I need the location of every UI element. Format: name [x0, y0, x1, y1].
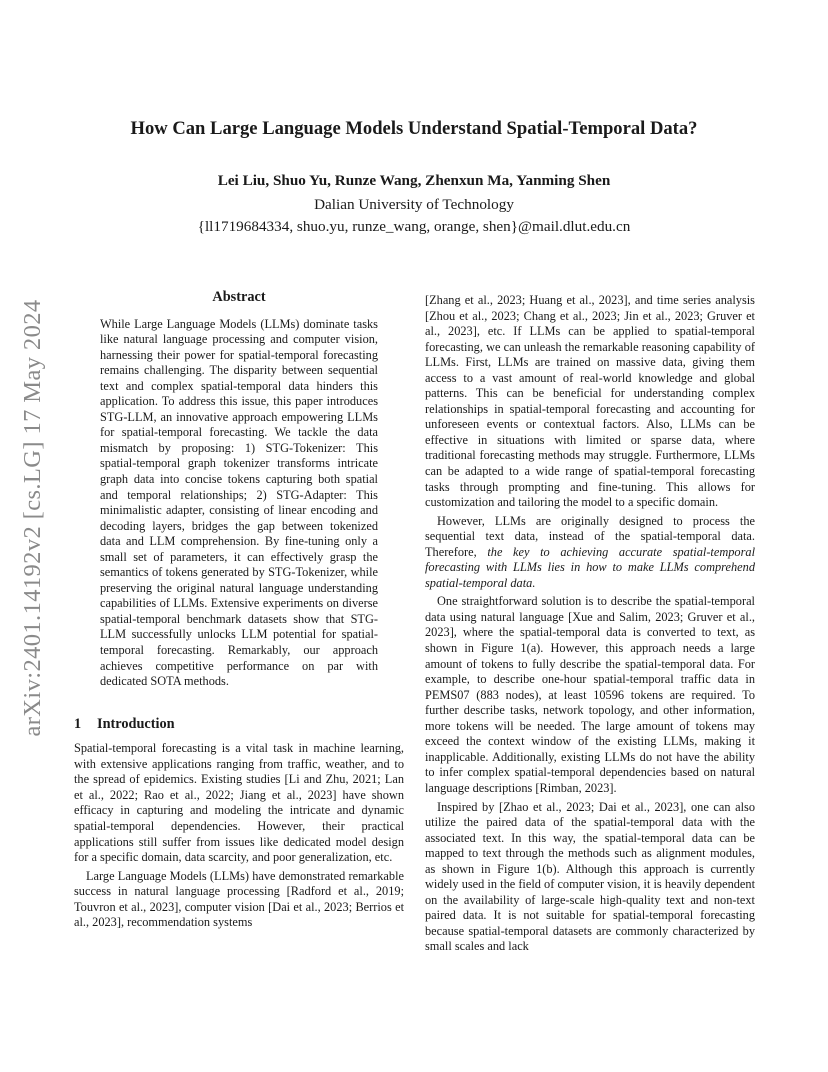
author-emails: {ll1719684334, shuo.yu, runze_wang, orange, shen}@mail.dlut.edu.cn	[197, 218, 631, 235]
right-paragraph-1	[425, 514, 755, 592]
right-paragraph-0: [Zhang et al., 2023; Huang et al., 2023], and time series analysis [Zhou et al., 2023; Chang et al., 2023; Jin et al., 2023; Gruver et al., 2023], etc. If LLMs can be applied to spatial-temporal forecasting, we can unleash the remarkable reasoning capability of LLMs. First, LLMs are trained on massive data, giving them access to a vast amount of real-world knowledge and global patterns. This can be beneficial for understanding complex relationships in spatial-temporal forecasting and accounting for unforeseen events or contextual factors. Also, LLMs can be effective in situations with limited or sparse data, where traditional forecasting methods may struggle. Furthermore, LLMs can be adapted to a wide range of spatial-temporal forecasting tasks through prompting and fine-tuning. This allows for customization and tailoring the model to a specific domain.	[425, 293, 755, 510]
abstract-heading: Abstract	[212, 289, 266, 305]
section-number: 1	[74, 715, 82, 732]
paper-title: How Can Large Language Models Understand Spatial-Temporal Data?	[130, 118, 698, 139]
abstract-text: While Large Language Models (LLMs) dominate tasks like natural language processing and computer vision, harnessing their power for spatial-temporal forecasting remains challenging. The disparity between sequential text and complex spatial-temporal data hinders this application. To address this issue, this paper introduces STG-LLM, an innovative approach empowering LLMs for spatial-temporal forecasting. We tackle the data mismatch by proposing: 1) STG-Tokenizer: This spatial-temporal graph tokenizer transforms intricate graph data into concise tokens capturing both spatial and temporal relationships; 2) STG-Adapter: This minimalistic adapter, consisting of linear encoding and decoding layers, bridges the gap between tokenized data and LLM comprehension. By fine-tuning only a small set of parameters, it can effectively grasp the semantics of tokens generated by STG-Tokenizer, while preserving the original natural language understanding capabilities of LLMs. Extensive experiments on diverse spatial-temporal benchmark datasets show that STG-LLM successfully unlocks LLM potential for spatial-temporal forecasting. Remarkably, our approach achieves competitive performance on par with dedicated SOTA methods.	[100, 316, 378, 689]
arxiv-stamp: arXiv:2401.14192v2 [cs.LG] 17 May 2024	[19, 299, 46, 737]
section-title: Introduction	[97, 715, 175, 732]
affiliation: Dalian University of Technology	[314, 196, 514, 213]
intro-paragraph-1: Spatial-temporal forecasting is a vital task in machine learning, with extensive applications ranging from traffic, weather, and to the spread of epidemics. Existing studies [Li and Zhu, 2021; Lan et al., 2022; Rao et al., 2022; Jiang et al., 2023] have shown efficacy in capturing and modeling the intricate and dynamic spatial-temporal dependencies. However, their practical applications still suffer from issues like dedicated model design for a specific domain, data scarcity, and poor generalization, etc.	[74, 741, 404, 865]
left-column	[74, 290, 404, 931]
right-paragraph-3: Inspired by [Zhao et al., 2023; Dai et al., 2023], one can also utilize the paired data of the spatial-temporal data with the associated text. In this way, the spatial-temporal data can be mapped to text through the methods such as alignment modules, as shown in Figure 1(b). Although this approach is currently widely used in the field of computer vision, it is heavily dependent on the availability of large-scale high-quality text and non-text paired data. It is not suitable for spatial-temporal forecasting because spatial-temporal datasets are commonly characterized by small scales and lack	[425, 799, 755, 954]
right-column	[425, 293, 755, 955]
intro-paragraph-2: Large Language Models (LLMs) have demonstrated remarkable success in natural language processing [Radford et al., 2019; Touvron et al., 2023], computer vision [Dai et al., 2023; Berrios et al., 2023], recommendation systems	[74, 868, 404, 930]
introduction-body	[74, 741, 404, 931]
author-list: Lei Liu, Shuo Yu, Runze Wang, Zhenxun Ma, Yanming Shen	[217, 172, 611, 189]
right-paragraph-1-text: However, LLMs are originally designed to process the sequential text data, instead of the spatial-temporal data. Therefore,	[425, 513, 755, 559]
right-paragraph-1-emphasis: the key to achieving accurate spatial-temporal forecasting with LLMs lies in how to make LLMs comprehend spatial-temporal data.	[425, 544, 755, 590]
section-heading-introduction	[74, 717, 404, 733]
right-paragraph-2: One straightforward solution is to describe the spatial-temporal data using natural language [Xue and Salim, 2023; Gruver et al., 2023], where the spatial-temporal data is converted to text, as shown in Figure 1(a). However, this approach needs a large amount of tokens to fully describe the spatial-temporal data. For example, to describe one-hour spatial-temporal traffic data in PEMS07 (883 nodes), at least 10596 tokens are required. To further describe tasks, network topology, and other information, more tokens will be needed. The large amount of tokens may exceed the context window of the existing LLMs, making it inapplicable. Additionally, existing LLMs do not have the ability to infer complex spatial-temporal dependencies based on natural language descriptions [Rimban, 2023].	[425, 594, 755, 795]
abstract-body	[100, 317, 378, 690]
